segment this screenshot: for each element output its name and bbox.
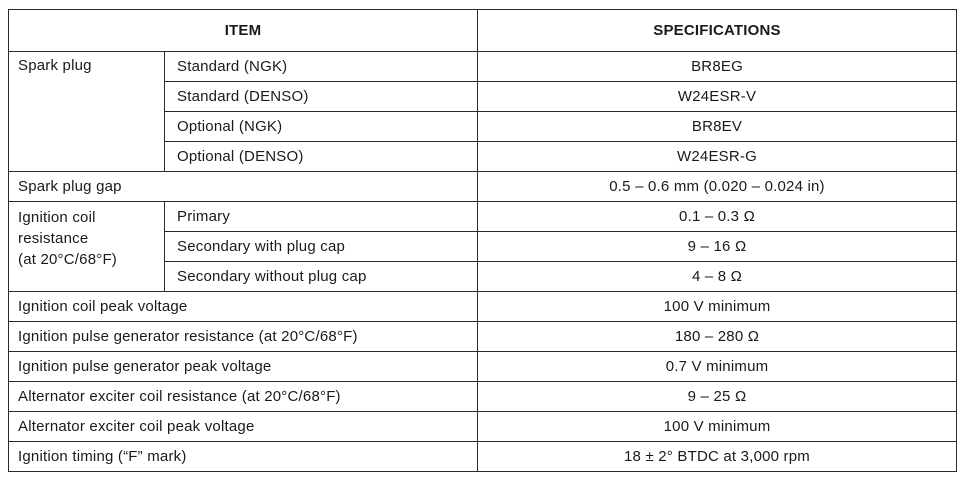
ignition-coil-sub: Secondary with plug cap	[165, 232, 478, 262]
row-label: Ignition coil peak voltage	[9, 292, 478, 322]
header-item: ITEM	[9, 10, 478, 52]
specifications-table	[8, 9, 957, 472]
row-label: Ignition timing (“F” mark)	[9, 442, 478, 472]
ignition-coil-sub: Primary	[165, 202, 478, 232]
ignition-coil-label-line: Ignition coil	[18, 209, 96, 226]
spark-plug-value: W24ESR-V	[478, 82, 957, 112]
spark-plug-sub: Standard (DENSO)	[165, 82, 478, 112]
spark-plug-value: BR8EG	[478, 52, 957, 82]
spark-plug-sub: Optional (DENSO)	[165, 142, 478, 172]
row-label: Alternator exciter coil resistance (at 20°C/68°F)	[9, 382, 478, 412]
table-row	[9, 292, 957, 322]
spark-plug-sub: Standard (NGK)	[165, 52, 478, 82]
ignition-coil-value: 4 – 8 Ω	[478, 262, 957, 292]
table-row	[9, 52, 957, 82]
spark-plug-value: W24ESR-G	[478, 142, 957, 172]
table-row	[9, 382, 957, 412]
table-row	[9, 442, 957, 472]
ignition-coil-value: 9 – 16 Ω	[478, 232, 957, 262]
table-row	[9, 202, 957, 232]
table-row	[9, 322, 957, 352]
table-header-row	[9, 10, 957, 52]
header-specifications: SPECIFICATIONS	[478, 10, 957, 52]
row-value: 18 ± 2° BTDC at 3,000 rpm	[478, 442, 957, 472]
row-value: 0.7 V minimum	[478, 352, 957, 382]
spark-plug-gap-value: 0.5 – 0.6 mm (0.020 – 0.024 in)	[478, 172, 957, 202]
table-row	[9, 352, 957, 382]
spark-plug-label: Spark plug	[9, 52, 165, 172]
ignition-coil-value: 0.1 – 0.3 Ω	[478, 202, 957, 232]
row-value: 100 V minimum	[478, 292, 957, 322]
row-label: Ignition pulse generator resistance (at 20°C/68°F)	[9, 322, 478, 352]
row-value: 100 V minimum	[478, 412, 957, 442]
spark-plug-gap-label: Spark plug gap	[9, 172, 478, 202]
table-row	[9, 412, 957, 442]
ignition-coil-label	[9, 202, 165, 292]
spark-plug-sub: Optional (NGK)	[165, 112, 478, 142]
row-label: Alternator exciter coil peak voltage	[9, 412, 478, 442]
row-label: Ignition pulse generator peak voltage	[9, 352, 478, 382]
table-row	[9, 172, 957, 202]
ignition-coil-label-line: (at 20°C/68°F)	[18, 251, 117, 268]
ignition-coil-sub: Secondary without plug cap	[165, 262, 478, 292]
spark-plug-value: BR8EV	[478, 112, 957, 142]
row-value: 9 – 25 Ω	[478, 382, 957, 412]
ignition-coil-label-line: resistance	[18, 230, 89, 247]
row-value: 180 – 280 Ω	[478, 322, 957, 352]
